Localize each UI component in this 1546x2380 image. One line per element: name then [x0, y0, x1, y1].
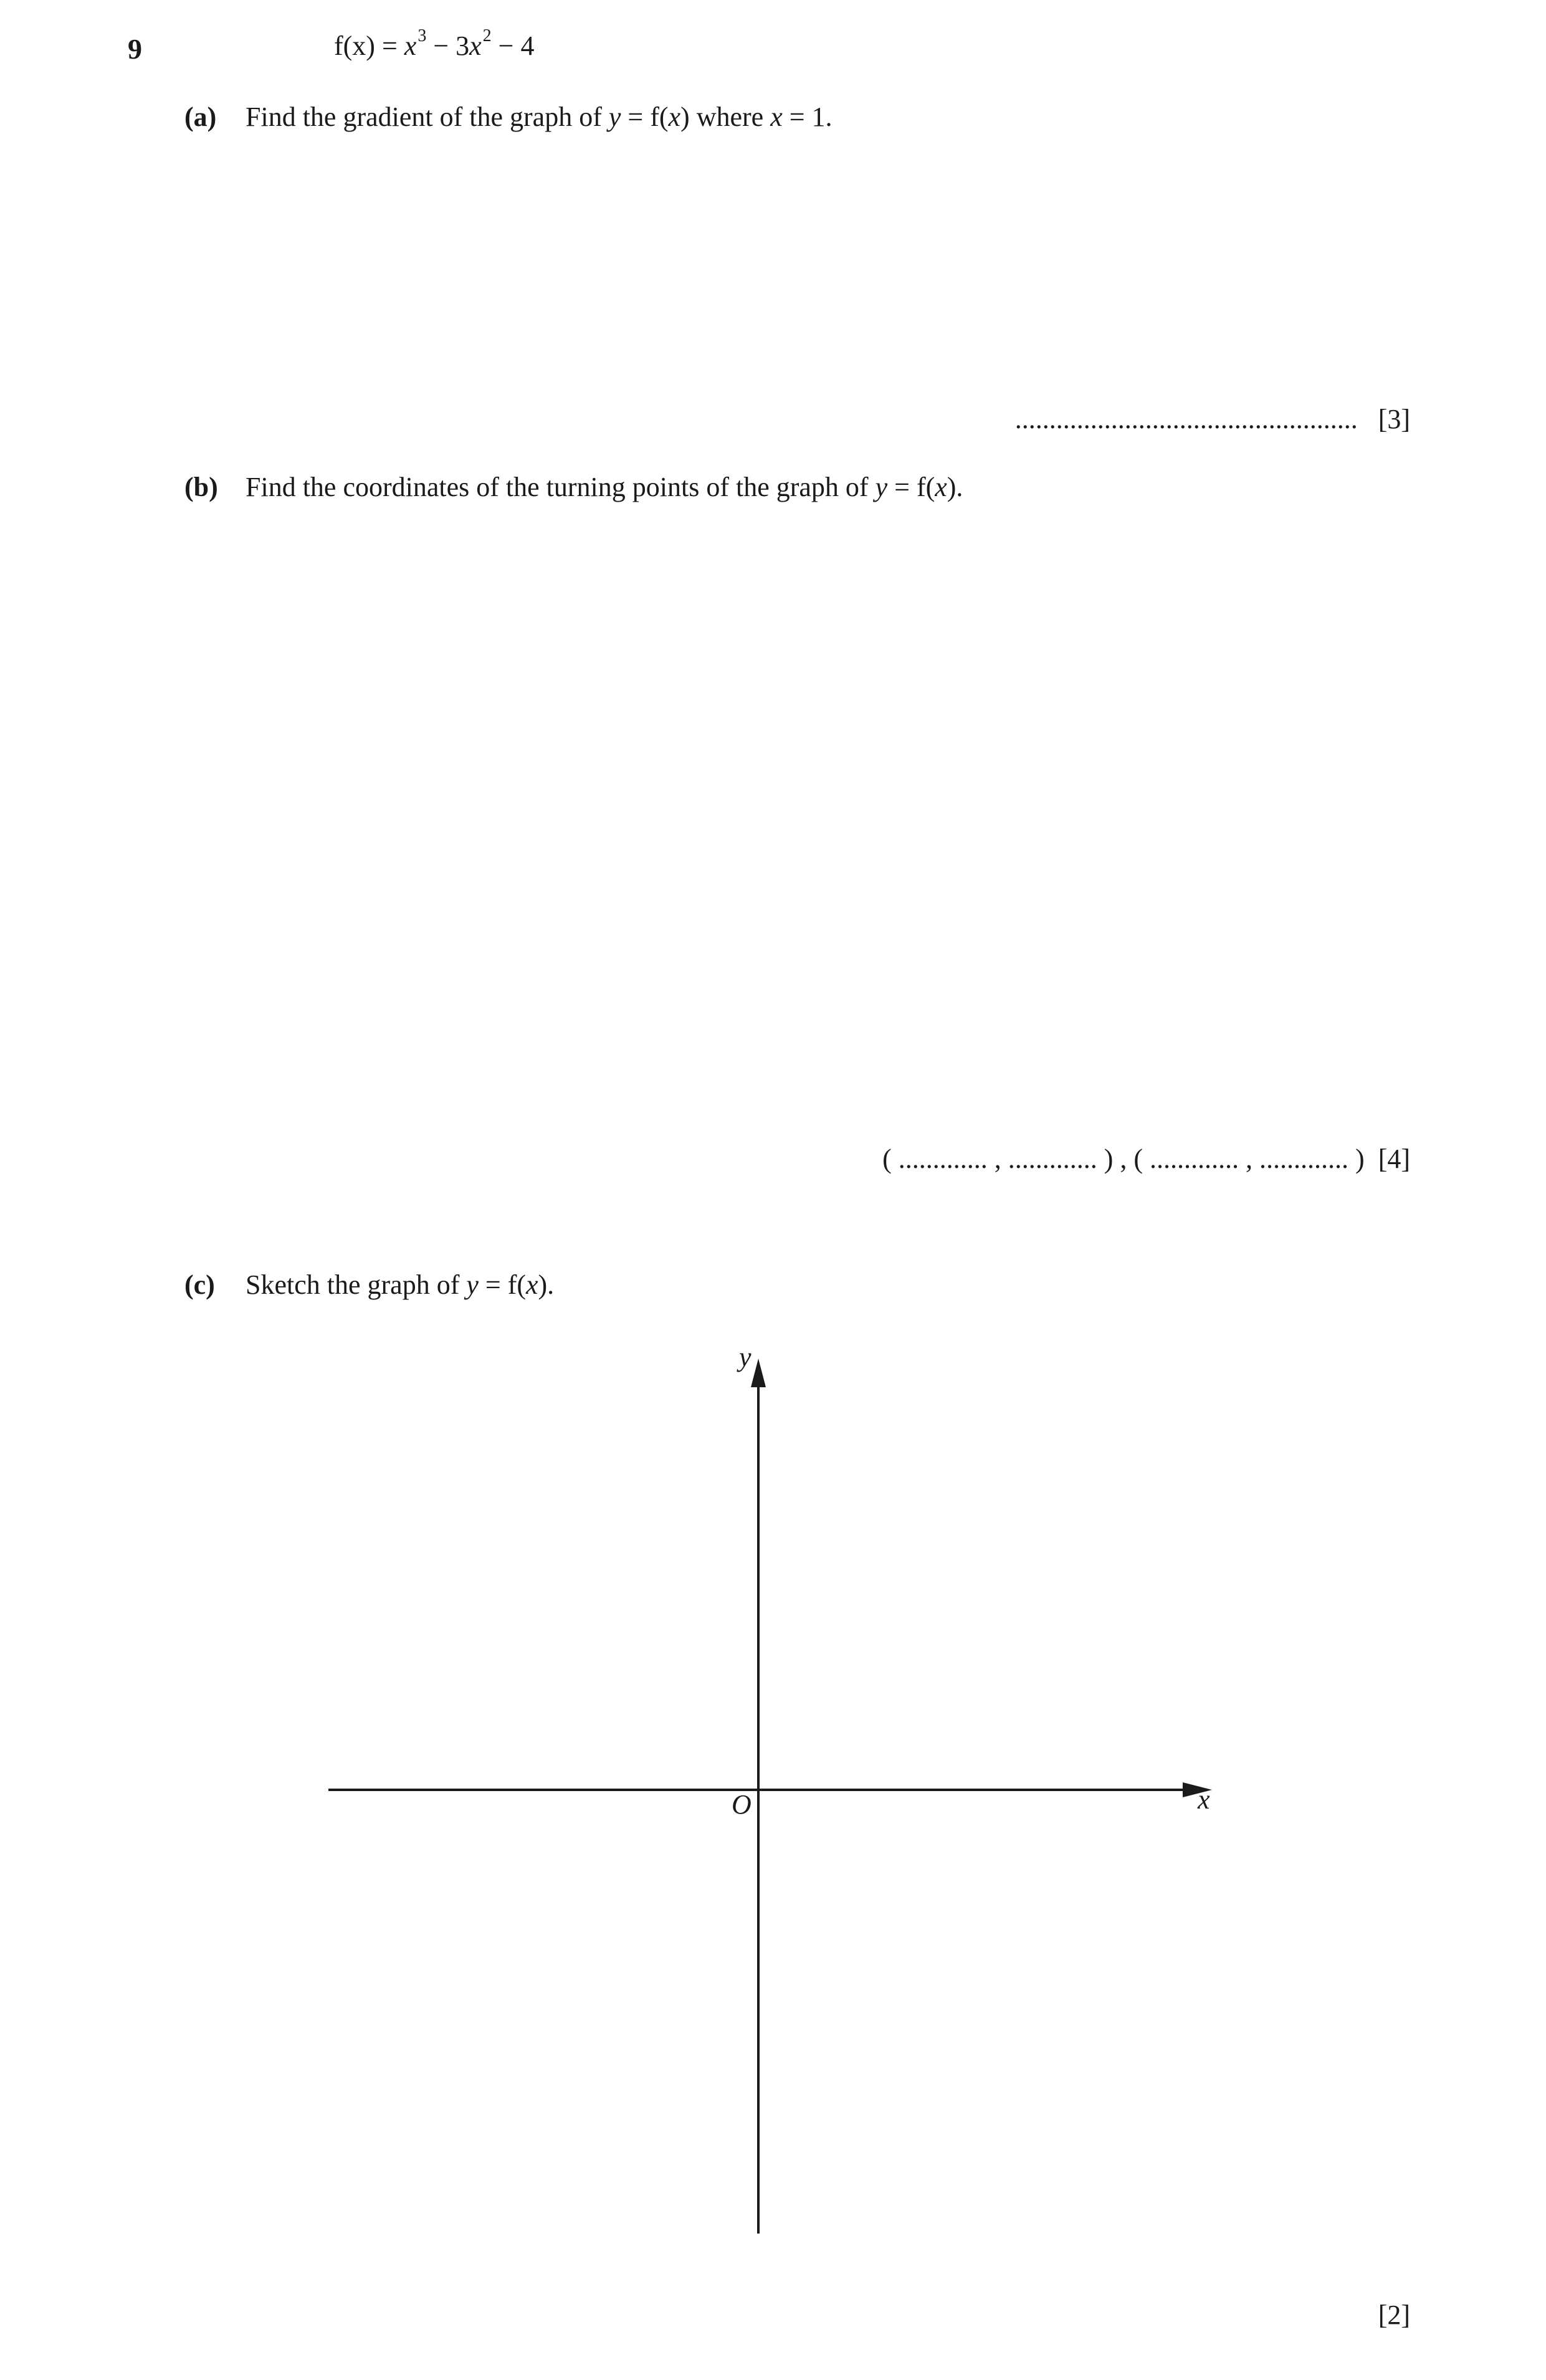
func-var-1: x — [404, 31, 417, 61]
question-number: 9 — [128, 33, 142, 65]
func-term-3: − 4 — [491, 31, 535, 61]
x-axis-label: x — [1198, 1784, 1210, 1815]
func-exp-1: 3 — [418, 26, 427, 45]
func-exp-2: 2 — [482, 26, 492, 45]
var-y: y — [466, 1269, 479, 1300]
part-c-label: (c) — [184, 1269, 215, 1300]
part-a-text: Find the gradient of the graph of — [246, 102, 609, 132]
part-a-label: (a) — [184, 102, 217, 132]
part-a-marks: [3] — [1378, 404, 1410, 434]
var-x: x — [935, 472, 947, 502]
part-b-text-2: ). — [947, 472, 963, 502]
func-term-2: − 3 — [426, 31, 470, 61]
part-b-label: (b) — [184, 472, 218, 502]
part-c-marks: [2] — [1378, 2300, 1410, 2330]
part-b-text: Find the coordinates of the turning points of the graph of — [246, 472, 876, 502]
part-a-text-3: = 1. — [782, 102, 833, 132]
var-x: x — [526, 1269, 538, 1300]
var-x: x — [668, 102, 681, 132]
var-x: x — [770, 102, 783, 132]
origin-label: O — [732, 1789, 752, 1820]
func-lhs: f(x) = — [334, 31, 404, 61]
func-var-2: x — [469, 31, 482, 61]
y-axis-label: y — [739, 1342, 752, 1372]
eq: = f( — [887, 472, 935, 502]
part-a-text-2: ) where — [680, 102, 771, 132]
var-y: y — [608, 102, 621, 132]
answer-dots[interactable]: .................................................. — [1014, 404, 1358, 434]
eq: = f( — [478, 1269, 526, 1300]
part-b-marks: [4] — [1378, 1144, 1410, 1174]
y-axis-arrow-icon — [751, 1359, 766, 1387]
var-y: y — [875, 472, 888, 502]
eq: = f( — [621, 102, 669, 132]
part-c-text-2: ). — [538, 1269, 555, 1300]
coordinate-answer-dots[interactable]: ( ............. , ............. ) , ( ............. , ............. ) — [882, 1144, 1365, 1174]
part-c-text: Sketch the graph of — [246, 1269, 467, 1300]
